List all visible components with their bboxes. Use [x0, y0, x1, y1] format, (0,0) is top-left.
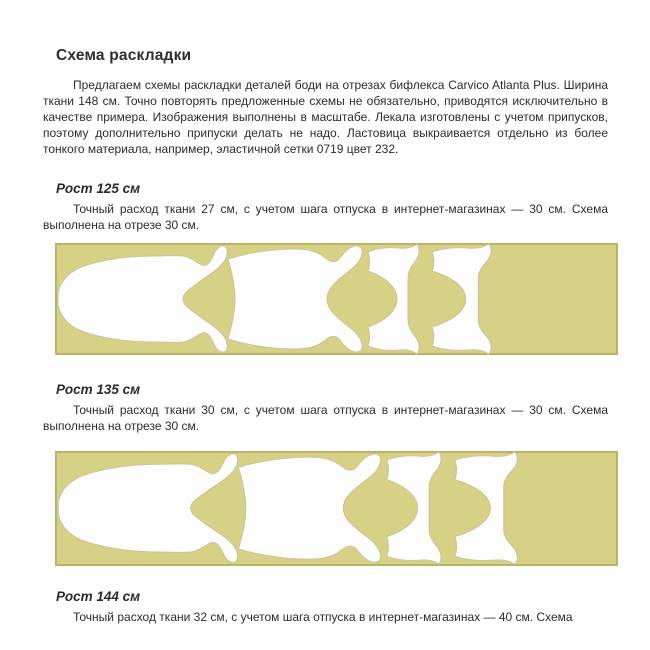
fabric-layout-diagram-rost-135	[55, 451, 618, 566]
intro-paragraph: Предлагаем схемы раскладки деталей боди на отрезах бифлекса Carvico Atlanta Plus. Ширина ткани 148 см. Точно повторять предложенные схемы не обязательно, приводятся исключительно в качестве примера. Изображения выполнены в масштабе. Лекала изготовлены с учетом припусков, поэтому дополнительно припуски делать не надо. Ластовица выкраивается отдельно из более тонкого материала, например, эластичной сетки 0719 цвет 232.	[43, 78, 608, 156]
section-heading-rost-144: Рост 144 см	[56, 589, 141, 604]
section-text-rost-144: Точный расход ткани 32 см, с учетом шага отпуска в интернет-магазинах — 40 см. Схема	[73, 610, 573, 624]
section-text-rost-125: Точный расход ткани 27 см, с учетом шага отпуска в интернет-магазинах — 30 см. Схема выполнена на отрезе 30 см.	[43, 202, 608, 232]
section-rost-144	[43, 588, 608, 625]
section-heading-rost-135: Рост 135 см	[56, 382, 141, 397]
section-text-rost-135: Точный расход ткани 30 см, с учетом шага отпуска в интернет-магазинах — 30 см. Схема выполнена на отрезе 30 см.	[43, 403, 608, 433]
section-rost-135	[43, 381, 608, 566]
page-title: Схема раскладки	[56, 47, 192, 64]
section-rost-125	[43, 180, 608, 355]
section-heading-rost-125: Рост 125 см	[56, 181, 141, 196]
fabric-layout-diagram-rost-125	[55, 243, 618, 355]
